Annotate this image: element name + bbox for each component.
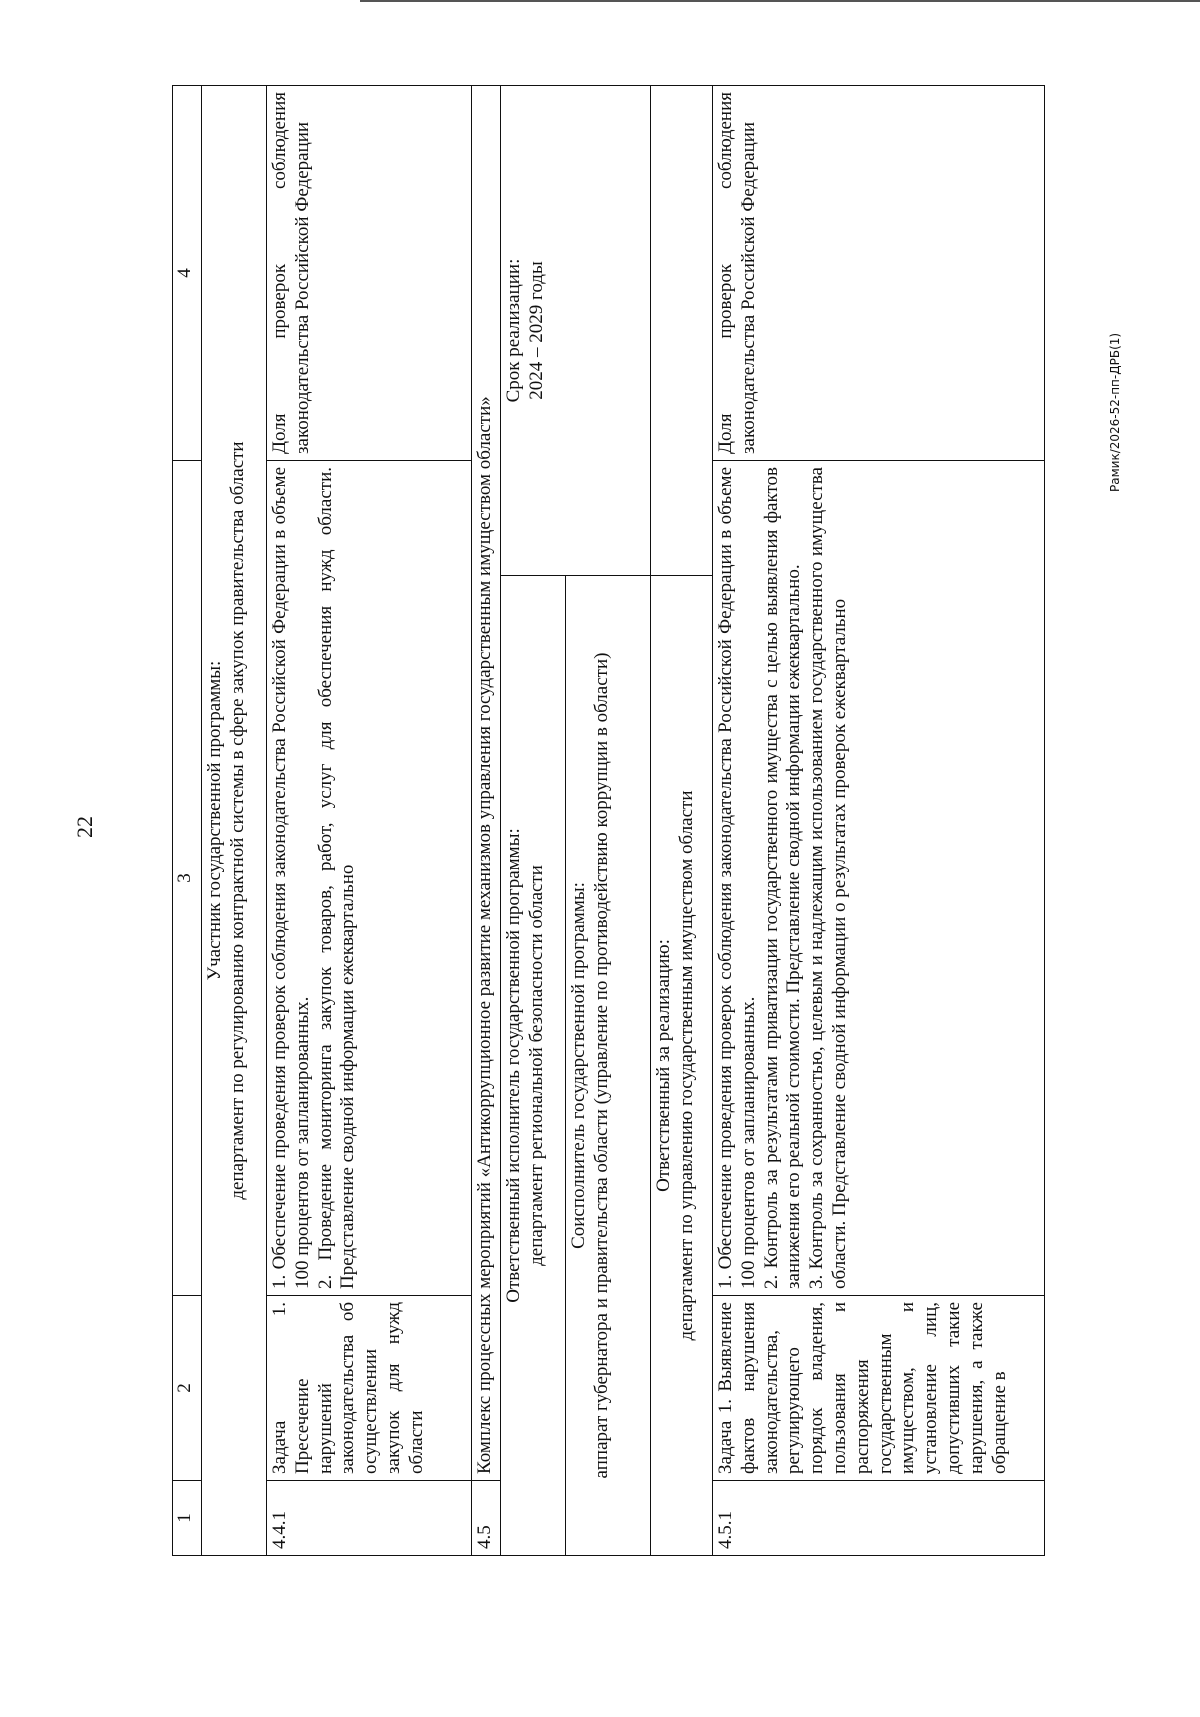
coexecutor-value: аппарат губернатора и правительства области (управление по противодействию коррупции в области)	[590, 652, 612, 1479]
responsible-label: Ответственный исполнитель государственной программы:	[503, 828, 524, 1303]
effect-item: 1. Обеспечение проведения проверок соблюдения законодательства Российской Федерации в объеме 100 процентов от запланированных.	[715, 467, 759, 1289]
row-4-4-1-task: Задача 1. Пресечение нарушений законодательства об осуществлении закупок для нужд области	[267, 1296, 472, 1481]
responsible-value: департамент региональной безопасности области	[525, 865, 547, 1266]
header-row	[173, 86, 202, 1556]
row-4-5-1-effects	[713, 461, 1045, 1296]
header-col-1: 1	[173, 1481, 202, 1556]
row-4-5-1	[713, 86, 1045, 1556]
effect-item: 2. Проведение мониторинга закупок товаров, работ, услуг для обеспечения нужд области. Представление сводной информации ежеквартально	[314, 467, 359, 1289]
impl-value: департамент по управлению государственным имуществом области	[675, 790, 697, 1341]
row-4-5-1-num: 4.5.1	[713, 1481, 1045, 1556]
coexecutor-label: Соисполнитель государственной программы:	[568, 882, 589, 1249]
participant-label: Участник государственной программы:	[204, 660, 225, 981]
program-table	[172, 86, 1045, 1556]
effect-item: 3. Контроль за сохранностью, целевым и надлежащим использованием государственного имущества области. Представление сводной информации о результатах проверок ежеквартально	[806, 467, 850, 1289]
row-4-5-1-indicator: Доля проверок соблюдения законодательства Российской Федерации	[713, 86, 1045, 461]
participant-row	[202, 86, 267, 1556]
row-4-4-1-num: 4.4.1	[267, 1481, 472, 1556]
term-label: Срок реализации:	[503, 258, 524, 403]
row-4-4-1	[267, 86, 472, 1556]
header-col-2: 2	[173, 1296, 202, 1481]
row-4-5-title: Комплекс процессных мероприятий «Антикоррупционное развитие механизмов управления государственным имуществом области»	[472, 86, 501, 1481]
header-col-4: 4	[173, 86, 202, 461]
responsible-row	[501, 86, 566, 1556]
row-4-4-1-effects	[267, 461, 472, 1296]
document-code: Рамик/2026-52-пп-ДРБ(1)	[1108, 332, 1122, 492]
header-col-3: 3	[173, 461, 202, 1296]
row-4-4-1-indicator: Доля проверок соблюдения законодательства Российской Федерации	[267, 86, 472, 461]
effect-item: 1. Обеспечение проведения проверок соблюдения законодательства Российской Федерации в объеме 100 процентов от запланированных.	[269, 467, 313, 1289]
page-number: 22	[72, 816, 97, 838]
row-4-5-1-task: Задача 1. Выявление фактов нарушения законодательства, регулирующего порядок владения, пользования и распоряжения государственным имуществом, и установление лиц, допустивших такие нарушения, а также обращение в	[713, 1296, 1045, 1481]
term-value: 2024 – 2029 годы	[525, 261, 547, 400]
participant-value: департамент по регулированию контрактной системы в сфере закупок правительства области	[226, 441, 248, 1200]
impl-label: Ответственный за реализацию:	[653, 939, 674, 1192]
impl-row	[651, 86, 713, 1556]
row-4-5	[472, 86, 501, 1556]
top-edge-line	[360, 0, 1200, 2]
effect-item: 2. Контроль за результатами приватизации государственного имущества с целью выявления фактов занижения его реальной стоимости. Представление сводной информации ежеквартально.	[760, 467, 805, 1289]
row-4-5-num: 4.5	[472, 1481, 501, 1556]
